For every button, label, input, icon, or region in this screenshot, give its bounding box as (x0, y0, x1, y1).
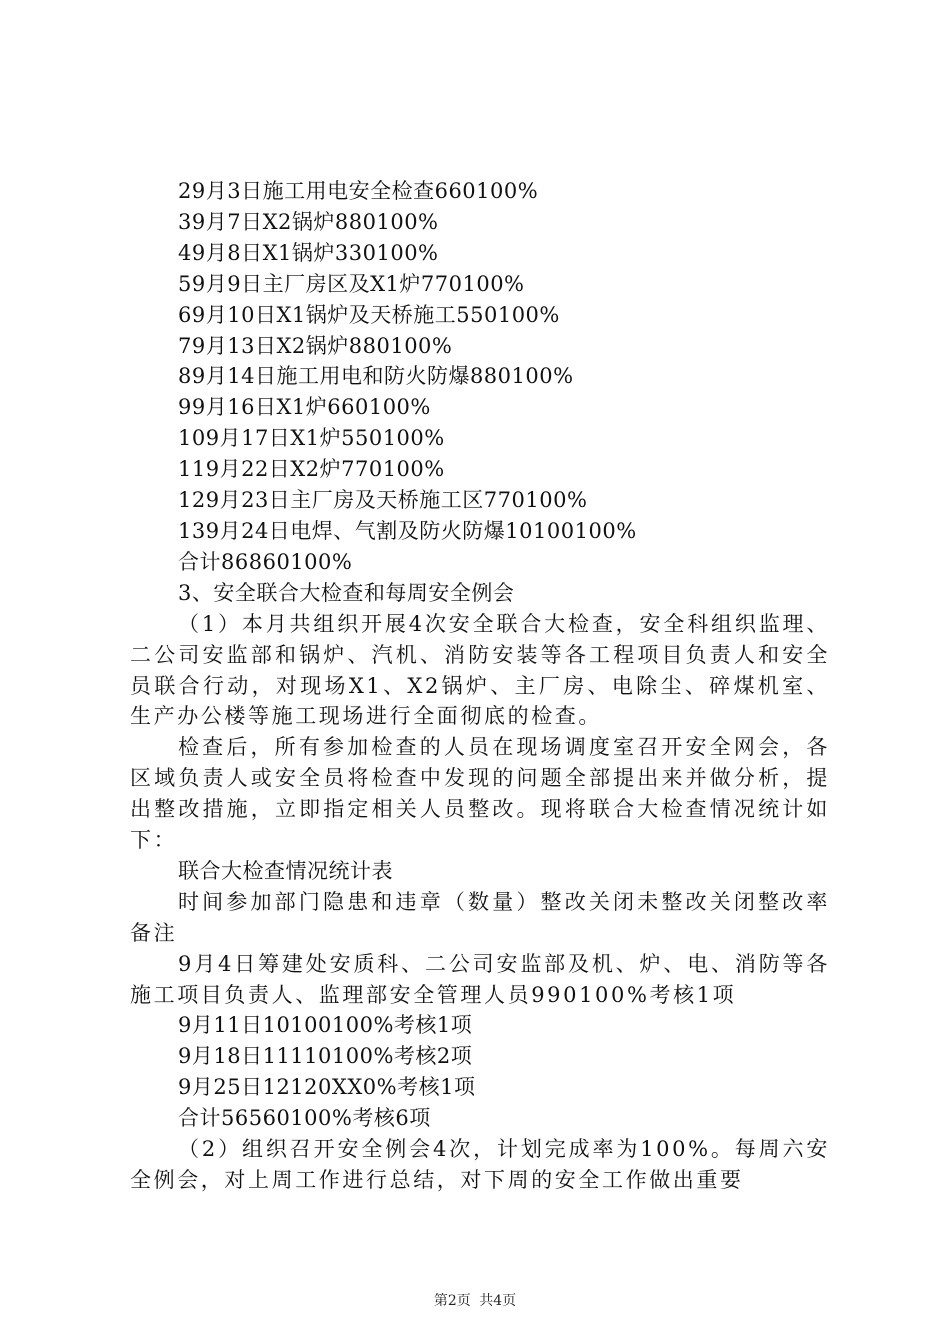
table-total-row: 合计86860100% (178, 549, 353, 574)
table-row: 9月11日10100100%考核1项 (178, 1013, 473, 1038)
table-row: 9月18日11110100%考核2项 (178, 1044, 473, 1069)
table-row: 129月23日主厂房及天桥施工区770100% (178, 488, 588, 513)
page-footer (0, 1290, 950, 1310)
page-number: 第2页 (433, 1293, 471, 1309)
table-row: 9月4日筹建处安质科、二公司安监部及机、炉、电、消防等各施工项目负责人、监理部安全管理人员990100%考核1项 (130, 951, 830, 1007)
table-header: 时间参加部门隐患和违章（数量）整改关闭未整改关闭整改率备注 (130, 889, 830, 945)
document-body (130, 176, 830, 1196)
table-total-row: 合计56560100%考核6项 (178, 1106, 431, 1131)
table-row: 49月8日X1锅炉330100% (178, 240, 439, 265)
table-row: 89月14日施工用电和防火防爆880100% (178, 364, 574, 389)
table-row: 79月13日X2锅炉880100% (178, 333, 453, 358)
section-heading: 3、安全联合大检查和每周安全例会 (178, 580, 515, 605)
table-row: 119月22日X2炉770100% (178, 457, 445, 482)
table-row: 39月7日X2锅炉880100% (178, 209, 439, 234)
table-row: 9月25日12120XX0%考核1项 (178, 1075, 476, 1100)
table-row: 139月24日电焊、气割及防火防爆10100100% (178, 518, 637, 543)
table-row: 99月16日X1炉660100% (178, 395, 431, 420)
table-row: 109月17日X1炉550100% (178, 426, 445, 451)
paragraph-joint-inspection: （1）本月共组织开展4次安全联合大检查，安全科组织监理、二公司安监部和锅炉、汽机、消防安装等各工程项目负责人和安全员联合行动，对现场X1、X2锅炉、主厂房、电除尘、碎煤机室、生产办公楼等施工现场进行全面彻底的检查。 (130, 611, 830, 729)
paragraph-after-inspection: 检查后，所有参加检查的人员在现场调度室召开安全网会，各区域负责人或安全员将检查中发现的问题全部提出来并做分析，提出整改措施，立即指定相关人员整改。现将联合大检查情况统计如下： (130, 735, 830, 853)
table-row: 59月9日主厂房区及X1炉770100% (178, 271, 525, 296)
page-total: 共4页 (479, 1293, 517, 1309)
paragraph-safety-meeting: （2）组织召开安全例会4次，计划完成率为100%。每周六安全例会，对上周工作进行总结，对下周的安全工作做出重要 (130, 1137, 830, 1192)
table-row: 29月3日施工用电安全检查660100% (178, 179, 539, 203)
table-title: 联合大检查情况统计表 (178, 858, 393, 883)
table-row: 69月10日X1锅炉及天桥施工550100% (178, 302, 560, 327)
